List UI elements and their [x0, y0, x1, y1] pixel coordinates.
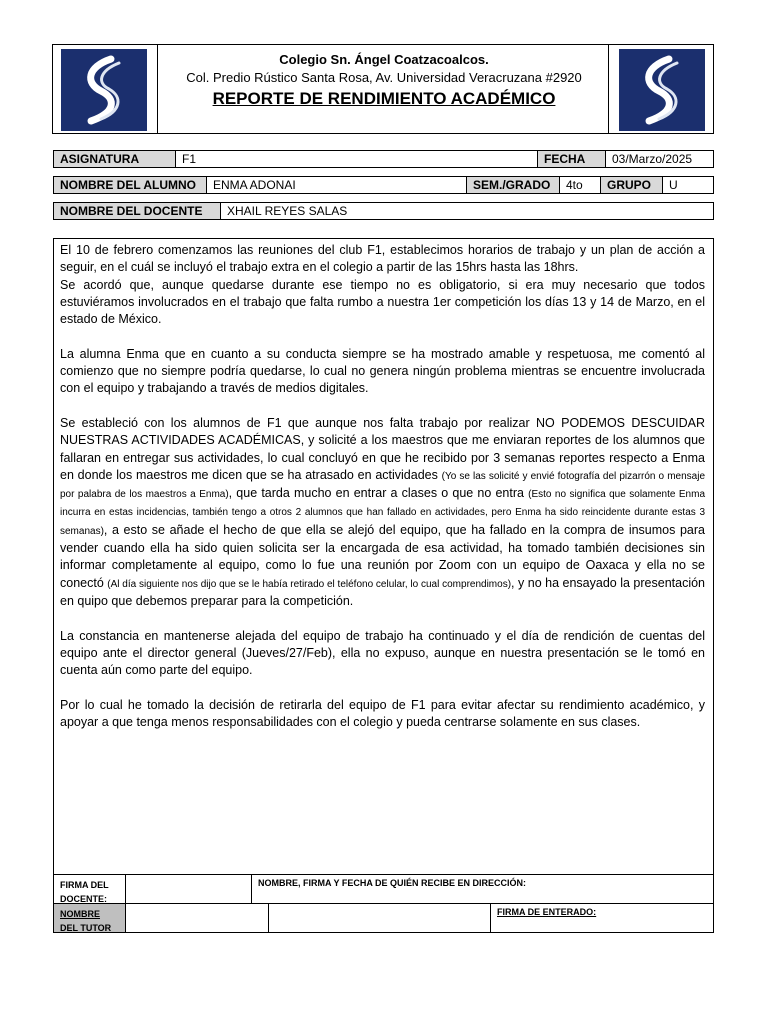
grade-value: 4to — [559, 177, 600, 193]
teacher-label: NOMBRE DEL DOCENTE — [54, 203, 220, 219]
report-header — [52, 44, 714, 134]
header-divider-right — [608, 45, 609, 133]
group-value: U — [662, 177, 713, 193]
acknowledged-signature-label: FIRMA DE ENTERADO: — [490, 904, 713, 932]
school-name: Colegio Sn. Ángel Coatzacoalcos. — [279, 52, 489, 67]
paragraph: Por lo cual he tomado la decisión de retirarla del equipo de F1 para evitar afectar su rendimiento académico, y apoyar a que tenga menos responsabilidades con el colegio y pueda centrarse solamente en sus clases. — [60, 697, 705, 730]
paragraph-text: Se estableció con los alumnos de F1 que aunque nos falta trabajo por realizar NO PODEMOS DESCUIDAR NUESTRAS ACTIVIDADES ACADÉMICAS, y solicité a los maestros que me enviaran reportes de los alumnos que fallaran en entregar sus actividades, lo cual concluyó en que he recibido por 3 semanas reportes respecto a Enma en donde los maestros me dicen que se ha atrasado en actividades — [60, 415, 705, 482]
paragraph-text: El 10 de febrero comenzamos las reuniones del club F1, establecimos horarios de trabajo y un plan de acción a seguir, en el cuál se incluyó el trabajo extra en el colegio a partir de las 15hrs hasta las 18hrs. — [60, 243, 705, 275]
tutor-name-field[interactable] — [125, 904, 268, 932]
date-value: 03/Marzo/2025 — [605, 151, 713, 167]
paragraph: La alumna Enma que en cuanto a su conducta siempre se ha mostrado amable y respetuosa, me comentó al comienzo que no siempre podría quedarse, lo cual no genera ningún problema mientras se encuentre involucrada con el equipo y trabajando a través de medios digitales. — [60, 346, 705, 396]
report-body — [60, 242, 705, 749]
paragraph-note: (Esto no significa que solamente Enma incurra en estas incidencias, también tengo a otros 2 alumnos que han fallado en actividades, pero Enma ha sido reincidente durante estas 3 semanas) — [60, 489, 706, 537]
school-address: Col. Predio Rústico Santa Rosa, Av. Universidad Veracruzana #2920 — [186, 70, 582, 85]
subject-label: ASIGNATURA — [54, 151, 175, 167]
teacher-value: XHAIL REYES SALAS — [220, 203, 713, 219]
paragraph-note: (Yo se las solicité y envié fotografía del pizarrón o mensaje por palabra de los maestros a Enma) — [60, 470, 706, 501]
teacher-signature-label: FIRMA DEL DOCENTE: — [60, 880, 109, 904]
tutor-name-label: NOMBRE DEL TUTOR — [54, 904, 125, 932]
tutor-signature-field[interactable] — [268, 904, 490, 932]
header-divider-left — [157, 45, 158, 133]
signature-row-tutor — [53, 903, 714, 933]
school-logo-icon — [61, 49, 147, 131]
paragraph-note: (Al día siguiente nos dijo que se le había retirado el teléfono celular, lo cual comprendimos) — [107, 578, 512, 590]
signature-row-teacher — [53, 874, 714, 904]
paragraph — [60, 415, 705, 610]
subject-value: F1 — [175, 151, 537, 167]
date-label: FECHA — [537, 151, 605, 167]
paragraph: La constancia en mantenerse alejada del equipo de trabajo ha continuado y el día de rendición de cuentas del equipo ante el director general (Jueves/27/Feb), ella no expuso, aunque en nuestra presentación se le tomó en cuenta aún como parte del equipo. — [60, 628, 705, 678]
school-logo-right — [619, 49, 705, 131]
student-value: ENMA ADONAI — [206, 177, 466, 193]
info-row-student — [53, 176, 714, 194]
school-logo-icon — [619, 49, 705, 131]
info-row-subject — [53, 150, 714, 168]
paragraph-text: Se acordó que, aunque quedarse durante ese tiempo no es obligatorio, si era muy necesario que todos estuviéramos involucrados en el trabajo que falta rumbo a nuestra 1er competición los días 13 y 14 de Marzo, en el estado de México. — [60, 277, 705, 327]
report-title: REPORTE DE RENDIMIENTO ACADÉMICO — [212, 89, 556, 108]
paragraph-text: , que tarda mucho en entrar a clases o que no entra — [228, 486, 524, 501]
grade-label: SEM./GRADO — [466, 177, 559, 193]
info-row-teacher — [53, 202, 714, 220]
school-logo-left — [61, 49, 147, 131]
paragraph — [60, 242, 705, 328]
teacher-signature-field[interactable] — [125, 875, 251, 903]
student-label: NOMBRE DEL ALUMNO — [54, 177, 206, 193]
group-label: GRUPO — [600, 177, 662, 193]
direction-receipt-label: NOMBRE, FIRMA Y FECHA DE QUIÉN RECIBE EN DIRECCIÓN: — [251, 875, 713, 903]
paragraph-text: , y no ha ensayado la presentación en quipo que debemos preparar para la competición. — [60, 575, 706, 608]
paragraph-text: , a esto se añade el hecho de que ella se alejó del equipo, que ha fallado en la compra de insumos para vender cuando ella ha sido quien solicita ser la encargada de esa actividad, ha tomado también decisiones sin informar completamente al equipo, como lo fue una reunión por Zoom con un equipo de Oaxaca y ella no se conectó — [60, 522, 705, 590]
